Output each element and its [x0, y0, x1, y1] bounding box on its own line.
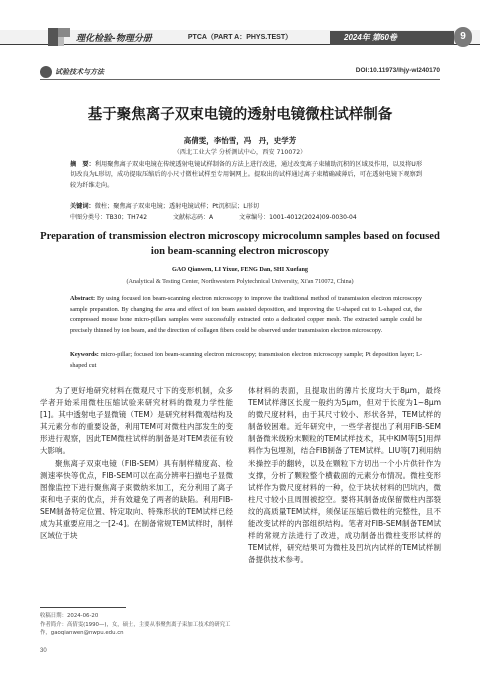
keywords-en-label: Keywords:: [70, 351, 99, 358]
keywords-cn: [70, 201, 422, 210]
body-column-right: [248, 385, 441, 566]
abstract-cn-label: 摘 要：: [70, 161, 95, 168]
divider: [40, 79, 440, 80]
column-tag-icon: [40, 66, 52, 78]
journal-name-cn: 理化检验-物理分册: [76, 34, 152, 44]
article-number: 文章编号：1001-4012(2024)09-0030-04: [239, 214, 357, 221]
authors-en: GAO Qianwen, LI Yixue, FENG Dan, SHI Xuefang: [171, 266, 309, 273]
authors-cn: 高倩雯，李怡雪，冯 丹，史学芳: [183, 136, 297, 145]
issue-number-badge: 9: [454, 27, 472, 47]
clc-number: 中图分类号：TB30；TH742: [70, 214, 148, 221]
abstract-en-text: By using focused ion beam-scanning electron microscopy to improve the traditional method of transmission electron microscopy sample preparation. By changing the area and effect of ion beam assisted deposition, and improving the U-shaped cut to L-shaped cut, the compressed mouse bone micro-pillars samples were successfully extracted onto a dedicated copper mesh. The extracted sample could be precisely thinned by ion beam, and the direction of collagen fibers could be observed under transmission electron microscopy.: [70, 295, 422, 334]
abstract-en-label: Abstract:: [70, 295, 96, 302]
body-paragraph: 体材料的表面，且提取出的薄片长度均大于8μm，最终TEM试样薄区长度一般约为5μm，但对于长度为1~8μm的微尺度材料，由于其尺寸较小、形状各异，TEM试样的制备较困难。近年研究中，一些学者提出了利用FIB-SEM制备微米级粉末颗粒的TEM试样技术，其中KIM等[5]用焊料作为包埋剂，结合FIB制备了TEM试样。LIU等[7]利用纳米操控手的翻转，以及在颗粒下方切出一个小片供针作为支撑，分析了颗粒整个横截面的元素分布情况。微柱变形试样作为微尺度材料的一种，位于块状材料的凹坑内，微柱尺寸较小且周围被挖空。要将其制备成保留微柱内部裂纹的高质量TEM试样，须保证压缩后微柱的完整性，且不能改变试样的内部组织结构。笔者对FIB-SEM制备TEM试样的常规方法进行了改进，成功制备出微柱变形试样的TEM试样，研究结果可为微柱及凹坑内试样的TEM试样制备提供技术参考。: [248, 386, 441, 565]
journal-name-en: PTCA（PART A：PHYS.TEST）: [187, 34, 293, 41]
page-number: 30: [40, 648, 47, 654]
abstract-cn: [70, 160, 422, 191]
column-tag: 试验技术与方法: [55, 68, 104, 76]
abstract-cn-text: 利用聚焦离子双束电镜在传统透射电镜试样制备的方法上进行改进，通过改变离子束辅助沉积的区域及作用，以及将U形切改良为L形切，成功提取压缩后的小尺寸微柱试样至专用铜网上。提取出的试样通过离子束精确减薄后，可在透射电镜下观察到较为纤维走向。: [70, 161, 423, 189]
keywords-en-text: micro-pillar; focused ion beam-scanning electron microscopy; transmission electron microscopy sample; Pt deposition layer; L-shaped cut: [70, 351, 423, 369]
article-title-en: Preparation of transmission electron microscopy microcolumn samples based on focused ion beam-scanning electron microscopy: [40, 231, 440, 257]
author-bio: 作者简介：高倩雯(1990—)，女，硕士，主要从事聚焦离子束加工技术的研究工作，gaoqianwen@nwpu.edu.cn: [40, 621, 231, 636]
keywords-cn-text: 微柱；聚焦离子双束电镜；透射电镜试样；Pt沉积层；L形切: [94, 203, 260, 210]
body-paragraph: 聚焦离子双束电镜（FIB-SEM）具有制样精度高、检测速率快等优点，FIB-SEM可以在高分辨率扫描电子显微图像监控下进行聚焦离子束微纳米加工，充分利用了离子束和电子束的优点，并有效避免了两者的缺陷。利用FIB-SEM制备特定位置、特定取向、特殊形状的TEM试样已经成为其重要应用之一[2-4]。在制备常规TEM试样时，制样区域位于块: [40, 458, 233, 541]
keywords-cn-label: 关键词：: [70, 203, 95, 210]
body-column-left: [40, 385, 233, 542]
keywords-en: [70, 350, 422, 371]
body-paragraph: 为了更好地研究材料在微观尺寸下的变形机制，众多学者开始采用微柱压缩试验来研究材料的微观力学性能[1]。其中透射电子显微镜（TEM）是研究材料微观结构及其元素分布的重要设备，利用TEM可对微柱内部发生的变形进行观察，因此TEM微柱试样的制备是对TEM表征有较大影响。: [40, 386, 233, 456]
article-title-cn: 基于聚焦离子双束电镜的透射电镜微柱试样制备: [87, 107, 393, 123]
footnote: [40, 612, 233, 638]
classification-line: [70, 212, 422, 221]
abstract-en: [70, 294, 422, 336]
doi-link[interactable]: DOI:10.11973/lhjy-wl240170: [355, 67, 440, 74]
affiliation-cn: （西北工业大学 分析测试中心，西安 710072）: [173, 149, 307, 156]
affiliation-en: (Analytical & Testing Center, Northwestern Polytechnical University, Xi'an 710072, China): [126, 278, 354, 285]
footnote-divider: [40, 607, 126, 608]
document-code: 文献标志码：A: [173, 214, 214, 221]
received-date: 收稿日期：2024-06-20: [40, 613, 99, 619]
issue-label: 2024年 第60卷: [344, 33, 397, 42]
